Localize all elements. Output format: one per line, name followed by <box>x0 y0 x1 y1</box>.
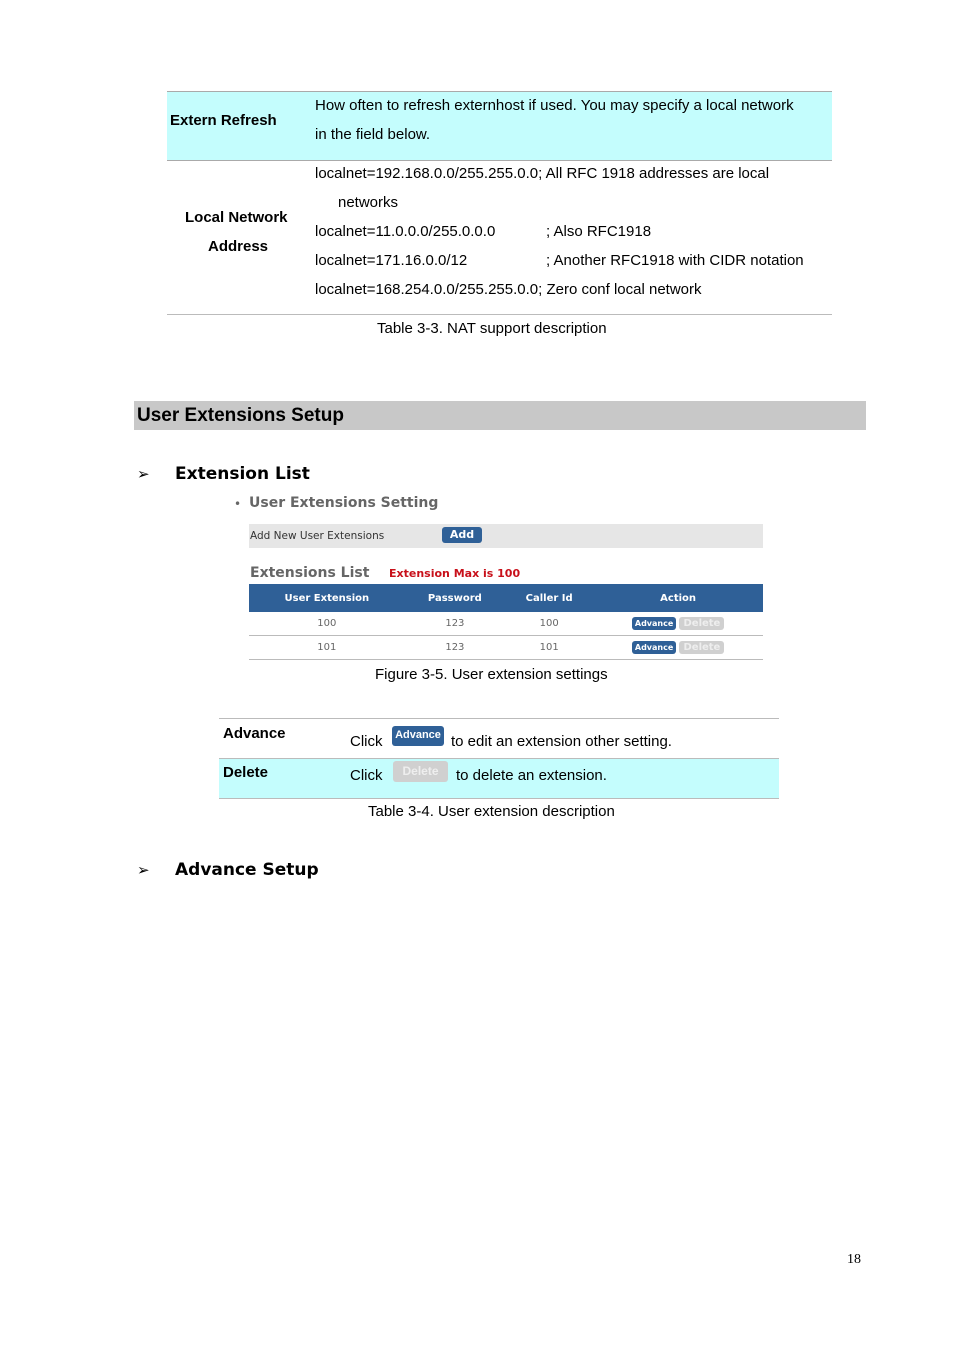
table-caption: Table 3-4. User extension description <box>368 803 615 820</box>
add-label: Add New User Extensions <box>250 530 385 542</box>
nat-desc-line: ; Also RFC1918 <box>546 223 652 240</box>
table-caption: Table 3-3. NAT support description <box>377 320 607 337</box>
subheading-advance-setup: Advance Setup <box>175 860 319 880</box>
desc-text: to edit an extension other setting. <box>451 733 672 750</box>
cell-ext: 101 <box>249 636 405 660</box>
advance-button[interactable]: Advance <box>632 617 676 630</box>
delete-button[interactable]: Delete <box>679 641 724 654</box>
add-button[interactable]: Add <box>442 527 482 543</box>
nat-desc-line: in the field below. <box>315 126 431 143</box>
nat-desc-line: localnet=171.16.0.0/12 <box>315 252 468 269</box>
nat-desc-line: localnet=11.0.0.0/255.0.0.0 <box>315 223 496 240</box>
add-row <box>249 524 763 548</box>
extensions-table <box>249 584 763 660</box>
cell-caller-id: 101 <box>505 636 593 660</box>
screenshot-title: User Extensions Setting <box>249 495 439 511</box>
page-number: 18 <box>847 1252 861 1267</box>
delete-button-sample: Delete <box>393 761 448 782</box>
col-action: Action <box>593 584 763 612</box>
delete-button[interactable]: Delete <box>679 617 724 630</box>
advance-button[interactable]: Advance <box>632 641 676 654</box>
col-caller-id: Caller Id <box>505 584 593 612</box>
desc-click: Click <box>350 767 383 784</box>
cell-password: 123 <box>405 612 505 636</box>
advance-button-sample: Advance <box>392 726 444 746</box>
arrow-bullet-icon: ➢ <box>137 862 150 879</box>
nat-label-address: Address <box>208 238 269 255</box>
nat-desc-line: localnet=168.254.0.0/255.255.0.0; Zero conf local network <box>315 281 702 298</box>
desc-label-advance: Advance <box>223 725 286 742</box>
cell-ext: 100 <box>249 612 405 636</box>
table-row <box>249 636 763 660</box>
nat-desc-line: How often to refresh externhost if used. You may specify a local network <box>315 97 794 114</box>
nat-desc-line: ; Another RFC1918 with CIDR notation <box>546 252 804 269</box>
desc-label-delete: Delete <box>223 764 269 781</box>
cell-caller-id: 100 <box>505 612 593 636</box>
user-extensions-screenshot <box>232 492 768 656</box>
divider <box>219 718 779 719</box>
table-header <box>249 584 763 612</box>
cell-action <box>593 612 763 636</box>
nat-desc-line: localnet=192.168.0.0/255.255.0.0; All RFC 1918 addresses are local <box>315 165 770 182</box>
nat-desc-line: networks <box>338 194 399 211</box>
cell-action <box>593 636 763 660</box>
desc-click: Click <box>350 733 383 750</box>
table-row <box>249 612 763 636</box>
col-user-extension: User Extension <box>249 584 405 612</box>
section-title: User Extensions Setup <box>134 401 866 430</box>
col-password: Password <box>405 584 505 612</box>
bullet-icon: • <box>234 497 242 511</box>
subheading-extension-list: Extension List <box>175 464 310 484</box>
divider <box>167 314 832 315</box>
extensions-list-title: Extensions List <box>250 565 370 581</box>
nat-label-extern-refresh: Extern Refresh <box>170 112 277 129</box>
max-note: Extension Max is 100 <box>389 567 521 580</box>
desc-text: to delete an extension. <box>456 767 607 784</box>
nat-label-local-network: Local Network <box>185 209 288 226</box>
figure-caption: Figure 3-5. User extension settings <box>375 666 608 683</box>
cell-password: 123 <box>405 636 505 660</box>
arrow-bullet-icon: ➢ <box>137 466 150 483</box>
